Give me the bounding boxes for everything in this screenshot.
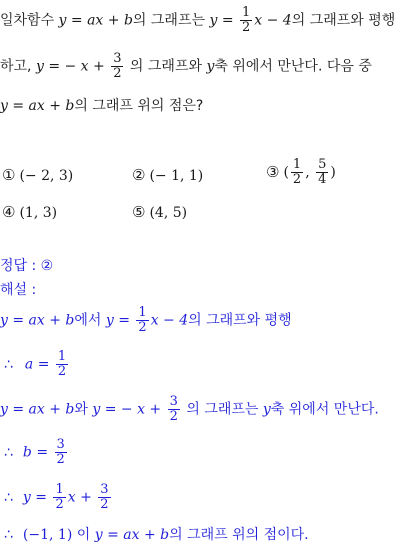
therefore-symbol: ∴ <box>4 489 13 506</box>
question-text: 의 그래프는 <box>132 12 210 29</box>
variable: y <box>262 401 271 418</box>
equation: y = ax + b <box>0 312 75 329</box>
therefore-symbol: ∴ <box>4 527 13 543</box>
fraction: $\frac{1}{2}$ <box>138 305 147 335</box>
fraction: $\frac{3}{2}$ <box>169 394 178 424</box>
option-marker: ① <box>2 166 16 184</box>
equation: y = ax + b <box>0 401 75 418</box>
option-value: (− 1, 1) <box>149 168 204 184</box>
option-5[interactable] <box>132 203 187 221</box>
fraction: $\frac{1}{2}$ <box>242 5 251 35</box>
explanation-step-1: y = ax + b에서 y = $\frac{1}{2}$ x − 4의 그래프와 평행 <box>0 305 292 335</box>
equation: y = ax + b <box>0 98 75 114</box>
option-1[interactable] <box>2 166 73 184</box>
fraction: $\frac{1}{2}$ <box>55 482 64 512</box>
equation: a = <box>24 356 54 373</box>
fraction: $\frac{3}{2}$ <box>56 437 65 467</box>
option-marker: ③ <box>266 162 280 181</box>
fraction: $\frac{5}{4}$ <box>318 157 327 187</box>
explanation-step-5 <box>4 483 113 512</box>
equation: b = <box>22 444 53 461</box>
equation: y = − x + <box>35 58 110 75</box>
therefore-symbol: ∴ <box>4 356 13 373</box>
option-2[interactable] <box>132 166 203 184</box>
option-marker: ⑤ <box>132 203 146 221</box>
option-value: (4, 5) <box>149 205 188 221</box>
question-line-3 <box>0 95 203 115</box>
equation: y = ax + b <box>58 12 133 29</box>
equation: x + <box>67 489 97 506</box>
explanation-label: 해설 : <box>0 282 37 298</box>
equation: x − 4 <box>150 312 189 329</box>
question-text: 의 그래프와 <box>125 58 207 75</box>
answer-label: 정답 : ② <box>0 258 54 274</box>
question-text: 하고, <box>0 58 36 75</box>
question-text: 의 그래프와 평행 <box>291 12 396 29</box>
equation: y = <box>209 12 238 29</box>
option-3[interactable]: ③ ( $\frac{1}{2}$ , $\frac{5}{4}$ ) <box>266 157 336 187</box>
question-line-1 <box>0 6 395 35</box>
option-marker: ④ <box>2 203 16 221</box>
equation: x − 4 <box>254 12 292 29</box>
explanation-step-3: y = ax + b와 y = − x + $\frac{3}{2}$ 의 그래프는 y축 위에서 만난다. <box>0 394 379 424</box>
option-value: (1, 3) <box>19 205 58 221</box>
point: (−1, 1) <box>22 527 73 543</box>
fraction: $\frac{1}{2}$ <box>57 349 67 379</box>
fraction: $\frac{1}{2}$ <box>292 157 302 187</box>
therefore-symbol: ∴ <box>4 444 13 461</box>
question-text: 축 위에서 만난다. 다음 중 <box>214 58 372 75</box>
equation: y = <box>105 312 135 329</box>
explanation-step-6: ∴ (−1, 1) 이 y = ax + b의 그래프 위의 점이다. <box>4 527 309 543</box>
fraction: $\frac{3}{2}$ <box>100 482 109 512</box>
variable: y <box>206 58 215 75</box>
equation: y = − x + <box>92 401 166 418</box>
explanation-step-2 <box>4 350 70 379</box>
fraction: $\frac{3}{2}$ <box>113 51 122 81</box>
question-text: 의 그래프 위의 점은? <box>74 98 204 114</box>
equation: y = <box>22 489 52 506</box>
explanation-step-4 <box>4 438 69 467</box>
question-text: 일차함수 <box>0 12 59 29</box>
option-value: (− 2, 3) <box>19 168 74 184</box>
question-line-2 <box>0 52 372 81</box>
option-4[interactable] <box>2 203 57 221</box>
equation: y = ax + b <box>94 527 170 543</box>
option-marker: ② <box>132 166 146 184</box>
